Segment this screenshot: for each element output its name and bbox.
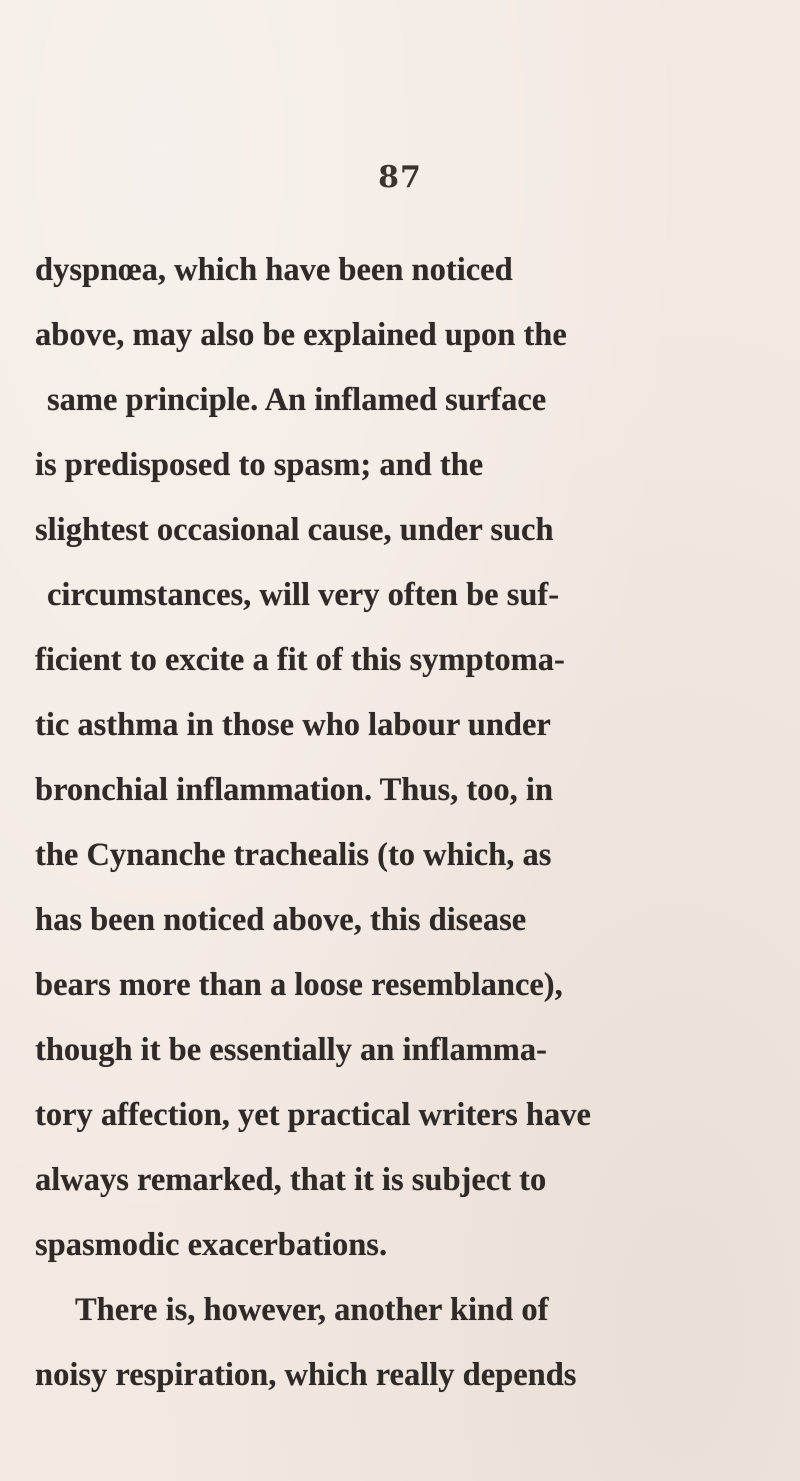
text-line: has been noticed above, this disease — [35, 902, 527, 938]
text-line: bronchial inflammation. Thus, too, in — [35, 772, 554, 808]
text-line: spasmodic exacerbations. — [35, 1227, 388, 1263]
text-line: There is, however, another kind of — [75, 1292, 549, 1328]
text-line: the Cynanche trachealis (to which, as — [35, 837, 552, 873]
text-line: ficient to excite a fit of this symptoma- — [35, 642, 565, 678]
text-line: tory affection, yet practical writers have — [35, 1097, 591, 1133]
text-line: above, may also be explained upon the — [35, 317, 567, 353]
page-number: 87 — [378, 160, 422, 195]
text-line: always remarked, that it is subject to — [35, 1162, 547, 1198]
text-line: slightest occasional cause, under such — [35, 512, 554, 548]
text-line: dyspnœa, which have been noticed — [35, 252, 513, 288]
text-line: tic asthma in those who labour under — [35, 707, 551, 743]
text-line: is predisposed to spasm; and the — [35, 447, 484, 483]
text-line: though it be essentially an inflamma- — [35, 1032, 547, 1068]
text-line: bears more than a loose resemblance), — [35, 967, 563, 1003]
text-line: noisy respiration, which really depends — [35, 1357, 577, 1393]
text-line: circumstances, will very often be suf- — [47, 577, 560, 613]
text-line: same principle. An inflamed surface — [47, 382, 547, 418]
